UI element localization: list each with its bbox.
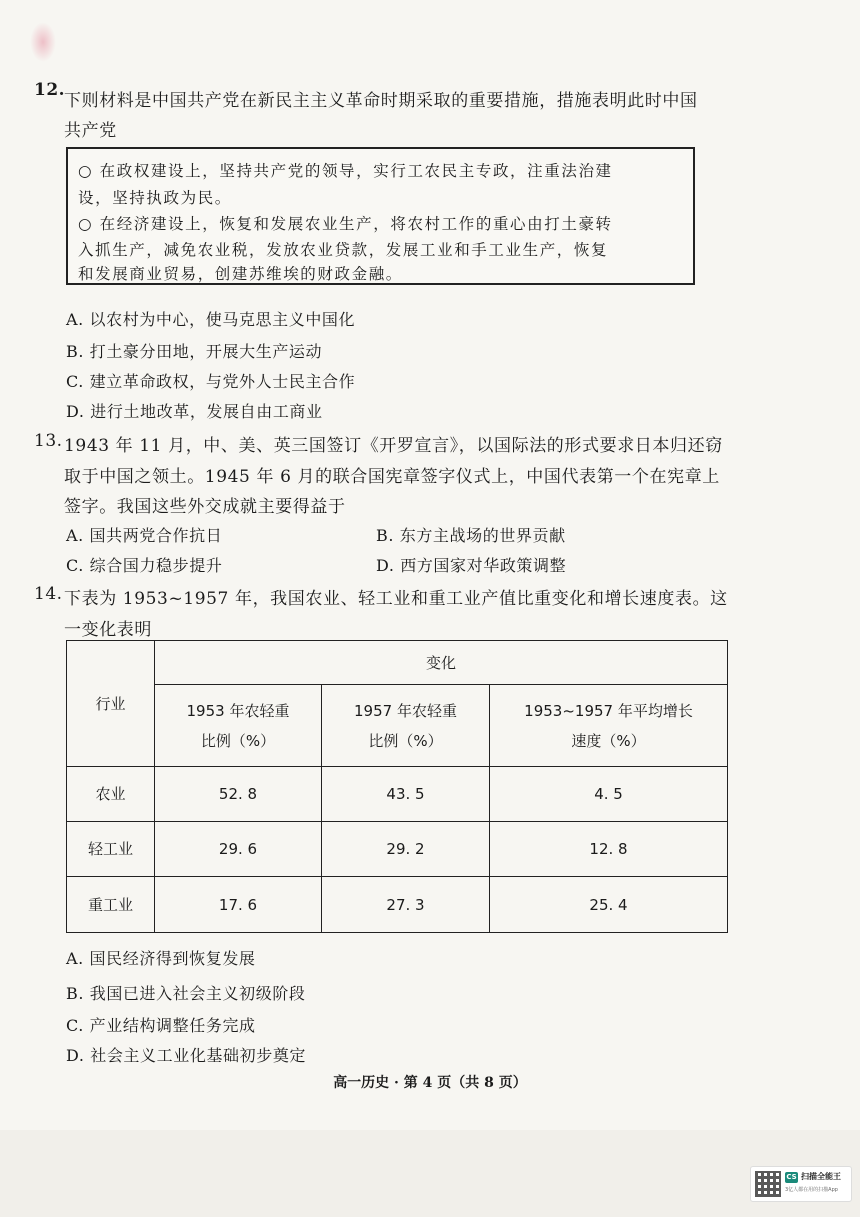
cell-1957: 29. 2 — [322, 822, 490, 877]
watermark-title: 扫描全能王 — [801, 1172, 841, 1181]
header-1953-line1: 1953 年农轻重 — [186, 701, 290, 720]
cell-growth: 25. 4 — [490, 877, 728, 933]
cell-1953: 29. 6 — [155, 822, 322, 877]
cell-growth: 12. 8 — [490, 822, 728, 877]
q13-stem-line2: 取于中国之领土。1945 年 6 月的联合国宪章签字仪式上，中国代表第一个在宪章上 — [64, 467, 720, 487]
table-header-1953 — [155, 685, 322, 767]
header-1957-line1: 1957 年农轻重 — [354, 701, 457, 720]
cell-1953: 52. 8 — [155, 767, 322, 822]
table-header-industry: 行业 — [67, 641, 155, 767]
header-1953-line2: 比例（%） — [200, 731, 276, 750]
q14-option-d[interactable]: D. 社会主义工业化基础初步奠定 — [66, 1046, 307, 1065]
table-row — [67, 767, 728, 822]
q14-data-table — [66, 640, 728, 933]
watermark-badge: CS — [786, 1173, 797, 1181]
q13-stem-line1: 1943 年 11 月，中、美、英三国签订《开罗宣言》，以国际法的形式要求日本归还窃 — [64, 436, 723, 456]
q12-option-a[interactable]: A. 以农村为中心，使马克思主义中国化 — [66, 310, 356, 329]
table-subheader-row — [67, 685, 728, 767]
cell-1953: 17. 6 — [155, 877, 322, 933]
qr-code-icon — [755, 1171, 781, 1197]
q12-material-line: 和发展商业贸易，创建苏维埃的财政金融。 — [78, 265, 403, 283]
q12-material-line: ○ 在经济建设上，恢复和发展农业生产，将农村工作的重心由打土豪转 — [78, 215, 613, 233]
q13-option-b[interactable]: B. 东方主战场的世界贡献 — [376, 526, 566, 545]
q12-material-box — [66, 147, 695, 285]
table-header-growth — [490, 685, 728, 767]
header-growth-line2: 速度（%） — [571, 731, 646, 750]
q12-stem-line2: 共产党 — [64, 121, 117, 141]
q13-stem-line3: 签字。我国这些外交成就主要得益于 — [64, 497, 346, 517]
q13-number: 13. — [34, 431, 63, 451]
q14-option-b[interactable]: B. 我国已进入社会主义初级阶段 — [66, 984, 306, 1003]
q14-stem-line2: 一变化表明 — [64, 620, 152, 640]
header-growth-line1: 1953~1957 年平均增长 — [524, 701, 693, 720]
page-footer: 高一历史 · 第 4 页（共 8 页） — [333, 1075, 527, 1091]
q13-option-c[interactable]: C. 综合国力稳步提升 — [66, 556, 223, 575]
q12-material-line: ○ 在政权建设上，坚持共产党的领导，实行工农民主专政，注重法治建 — [78, 162, 613, 180]
q12-option-b[interactable]: B. 打土豪分田地，开展大生产运动 — [66, 342, 323, 361]
q14-number: 14. — [34, 584, 63, 604]
header-1957-line2: 比例（%） — [368, 731, 443, 750]
q13-option-d[interactable]: D. 西方国家对华政策调整 — [376, 556, 567, 575]
cell-industry: 重工业 — [67, 877, 155, 933]
q14-option-c[interactable]: C. 产业结构调整任务完成 — [66, 1016, 256, 1035]
table-row — [67, 822, 728, 877]
cell-industry: 农业 — [67, 767, 155, 822]
q12-number: 12. — [34, 80, 66, 100]
watermark-subtitle: 3亿人都在用的扫描App — [785, 1187, 838, 1193]
q12-option-c[interactable]: C. 建立革命政权，与党外人士民主合作 — [66, 372, 356, 391]
q14-stem-line1: 下表为 1953~1957 年，我国农业、轻工业和重工业产值比重变化和增长速度表。这 — [64, 589, 728, 609]
q13-option-a[interactable]: A. 国共两党合作抗日 — [66, 526, 223, 545]
cell-growth: 4. 5 — [490, 767, 728, 822]
q12-material-line: 入抓生产，减免农业税，发放农业贷款，发展工业和手工业生产，恢复 — [78, 241, 609, 259]
cell-1957: 27. 3 — [322, 877, 490, 933]
cell-industry: 轻工业 — [67, 822, 155, 877]
q12-material-line: 设，坚持执政为民。 — [78, 189, 232, 207]
cell-1957: 43. 5 — [322, 767, 490, 822]
scanner-watermark — [750, 1166, 852, 1202]
q12-stem-line1: 下则材料是中国共产党在新民主主义革命时期采取的重要措施，措施表明此时中国 — [64, 91, 698, 111]
table-header-1957 — [322, 685, 490, 767]
table-header-row — [67, 641, 728, 685]
ink-smudge — [30, 22, 56, 62]
table-row — [67, 877, 728, 933]
q14-option-a[interactable]: A. 国民经济得到恢复发展 — [66, 949, 256, 968]
table-header-change: 变化 — [155, 641, 728, 685]
q12-option-d[interactable]: D. 进行土地改革，发展自由工商业 — [66, 402, 323, 421]
